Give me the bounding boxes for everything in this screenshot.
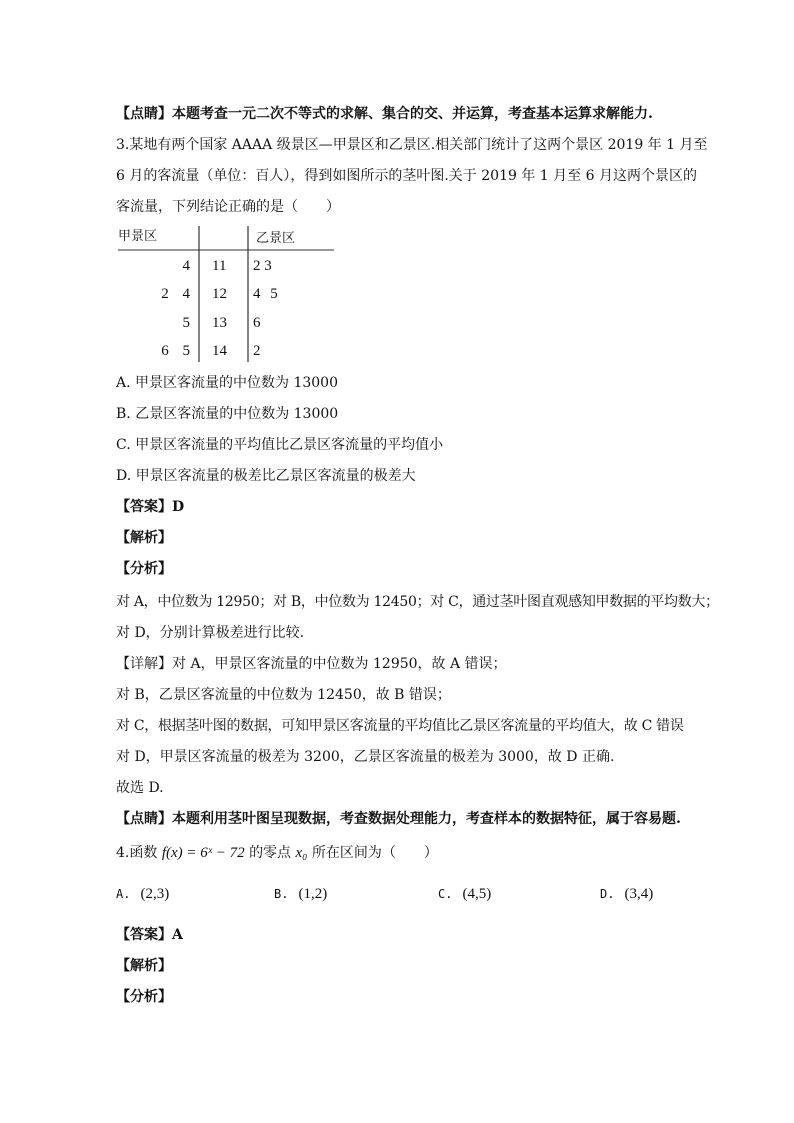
- q4-prefix: 4.函数: [116, 845, 158, 861]
- row-2-left: 2 4: [161, 286, 190, 302]
- q4-function: f(x) = 6ˣ − 72: [161, 845, 245, 861]
- question-4: [116, 843, 438, 863]
- row-4-right: 2: [253, 343, 261, 359]
- detail-line-2: 对 B，乙景区客流量的中位数为 12450，故 B 错误；: [116, 687, 451, 703]
- detail-line-3: 对 C，根据茎叶图的数据，可知甲景区客流量的平均值比乙景区客流量的平均值大，故 C 错误: [116, 718, 684, 734]
- jiexi-4: 【解析】: [116, 958, 172, 974]
- q4-option-a-value: (2,3): [140, 886, 170, 902]
- q4-option-d: [600, 886, 653, 903]
- row-2-stem: 12: [212, 286, 227, 302]
- row-2-right: 4 5: [253, 286, 278, 302]
- option-b: B. 乙景区客流量的中位数为 13000: [116, 406, 339, 422]
- question-3-line-3: 客流量，下列结论正确的是（ ）: [116, 199, 340, 215]
- dianjing-1-text: 【点睛】本题考查一元二次不等式的求解、集合的交、并运算，考查基本运算求解能力.: [116, 106, 653, 122]
- stem-leaf-plot: [116, 224, 336, 364]
- question-3-line-1: 3.某地有两个国家 AAAA 级景区—甲景区和乙景区.相关部门统计了这两个景区 2019 年 1 月至: [116, 137, 708, 153]
- row-1-stem: 11: [212, 258, 227, 274]
- dianjing-2: 【点睛】本题利用茎叶图呈现数据，考查数据处理能力，考查样本的数据特征，属于容易题.: [116, 811, 681, 827]
- q4-option-c-label: C.: [438, 887, 453, 901]
- right-header: 乙景区: [256, 231, 296, 246]
- row-3-right: 6: [253, 315, 261, 331]
- row-3-stem: 13: [212, 315, 227, 331]
- option-d: D. 甲景区客流量的极差比乙景区客流量的极差大: [116, 468, 416, 484]
- q4-variable: x₀: [295, 845, 308, 861]
- option-a: A. 甲景区客流量的中位数为 13000: [116, 375, 338, 391]
- detail-line-1: 【详解】对 A，甲景区客流量的中位数为 12950，故 A 错误；: [116, 656, 507, 672]
- q4-option-d-value: (3,4): [624, 886, 654, 902]
- option-c: C. 甲景区客流量的平均值比乙景区客流量的平均值小: [116, 437, 444, 453]
- answer-3: [116, 497, 184, 517]
- analysis-line-2: 对 D，分别计算极差进行比较.: [116, 625, 305, 641]
- q4-option-a: [116, 886, 169, 903]
- analysis-line-1: 对 A，中位数为 12950；对 B，中位数为 12450；对 C，通过茎叶图直观感知甲数据的平均数大；: [116, 594, 719, 610]
- q4-option-a-label: A.: [116, 887, 131, 901]
- jiexi-3: 【解析】: [116, 530, 172, 546]
- q4-option-c-value: (4,5): [462, 886, 492, 902]
- q4-option-b-value: (1,2): [298, 886, 328, 902]
- q4-option-c: [438, 886, 491, 903]
- q4-option-b: [274, 886, 327, 903]
- detail-line-4: 对 D，甲景区客流量的极差为 3200，乙景区客流量的极差为 3000，故 D 正确.: [116, 749, 615, 765]
- dianjing-1: [116, 104, 653, 124]
- question-3-line-2: 6 月的客流量（单位：百人），得到如图所示的茎叶图.关于 2019 年 1 月至 6 月这两个景区的: [116, 168, 697, 184]
- row-3-left: 5: [182, 315, 190, 331]
- row-4-stem: 14: [212, 343, 227, 359]
- left-header: 甲景区: [118, 229, 158, 244]
- answer-4: 【答案】A: [116, 927, 183, 943]
- row-1-right: 2 3: [253, 258, 272, 274]
- conclusion: 故选 D.: [116, 780, 164, 796]
- q4-mid: 的零点: [249, 845, 292, 861]
- q4-option-b-label: B.: [274, 887, 289, 901]
- row-4-left: 6 5: [161, 343, 190, 359]
- question-4-options: [116, 886, 716, 908]
- q4-suffix: 所在区间为（ ）: [311, 845, 438, 861]
- q4-option-d-label: D.: [600, 887, 615, 901]
- answer-3-text: 【答案】D: [116, 499, 185, 515]
- fenxi-3: 【分析】: [116, 561, 172, 577]
- row-1-left: 4: [182, 258, 190, 274]
- fenxi-4: 【分析】: [116, 989, 172, 1005]
